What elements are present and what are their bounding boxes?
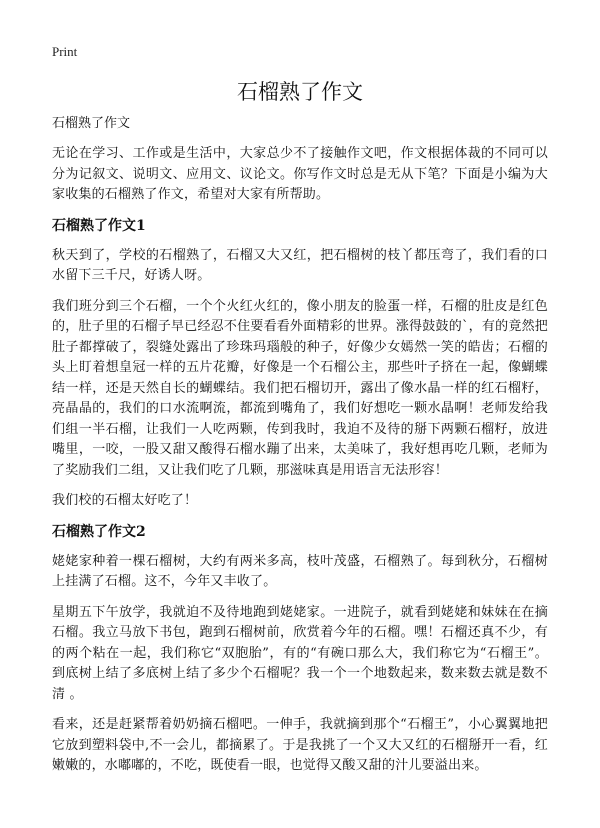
print-link[interactable]: Print: [52, 44, 78, 59]
section-heading-2: 石榴熟了作文2: [52, 523, 146, 540]
document-subtitle: 石榴熟了作文: [52, 116, 131, 131]
section-1-paragraph-3: 我们校的石榴太好吃了！: [52, 493, 198, 508]
section-2-paragraph-3: 看来，还是赶紧帮着奶奶摘石榴吧。一伸手，我就摘到那个“石榴王”，小心翼翼地把它放到塑料袋中,不一会儿，都摘累了。于是我挑了一个又大又红的石榴掰开一看，红嫩嫩的，水嘟嘟的，不吃，既使看一眼，也觉得又酸又甜的汁儿要溢出来。: [52, 717, 548, 773]
section-2-paragraph-1: 姥姥家种着一棵石榴树，大约有两米多高，枝叶茂盛，石榴熟了。每到秋分，石榴树上挂满了石榴。这不，今年又丰收了。: [52, 553, 548, 589]
section-1-paragraph-2: 我们班分到三个石榴，一个个火红火红的，像小朋友的脸蛋一样，石榴的肚皮是红色的，肚子里的石榴子早已经忍不住要看看外面精彩的世界。涨得鼓鼓的`，有的竟然把肚子都撑破了，裂缝处露出了珍珠玛瑙般的种子，好像少女嫣然一笑的皓齿；石榴的头上盯着想皇冠一样的五片花瓣，好像是一个石榴公主，那些叶子挤在一起，像蝴蝶结一样，还是天然自长的蝴蝶结。我们把石榴切开，露出了像水晶一样的红石榴籽，亮晶晶的，我们的口水流啊流，都流到嘴角了，我们好想吃一颗水晶啊！老师发给我们组一半石榴，让我们一人吃两颗，传到我时，我迫不及待的掰下两颗石榴籽，放进嘴里，一咬，一股又甜又酸得石榴水蹦了出来，太美味了，我好想再吃几颗，老师为了奖励我们二组，又让我们吃了几颗，那滋味真是用语言无法形容！: [52, 298, 548, 478]
section-2-paragraph-2: 星期五下午放学，我就迫不及待地跑到姥姥家。一进院子，就看到姥姥和妹妹在在摘石榴。我立马放下书包，跑到石榴树前，欣赏着今年的石榴。嘿！石榴还真不少，有的两个粘在一起，我们称它“双胞胎”，有的“有碗口那么大，我们称它为“石榴王”。到底树上结了多底树上结了多少个石榴呢？我一个一个地数起来，数来数去就是数不清 。: [52, 604, 548, 702]
page-title: 石榴熟了作文: [237, 80, 363, 104]
intro-paragraph: 无论在学习、工作或是生活中，大家总少不了接触作文吧，作文根据体裁的不同可以分为记叙文、说明文、应用文、议论文。你写作文时总是无从下笔？下面是小编为大家收集的石榴熟了作文，希望对大家有所帮助。: [52, 146, 548, 202]
section-1-paragraph-1: 秋天到了，学校的石榴熟了，石榴又大又红，把石榴树的枝丫都压弯了，我们看的口水留下三千尺，好诱人呀。: [52, 247, 548, 283]
section-heading-1: 石榴熟了作文1: [52, 217, 146, 234]
